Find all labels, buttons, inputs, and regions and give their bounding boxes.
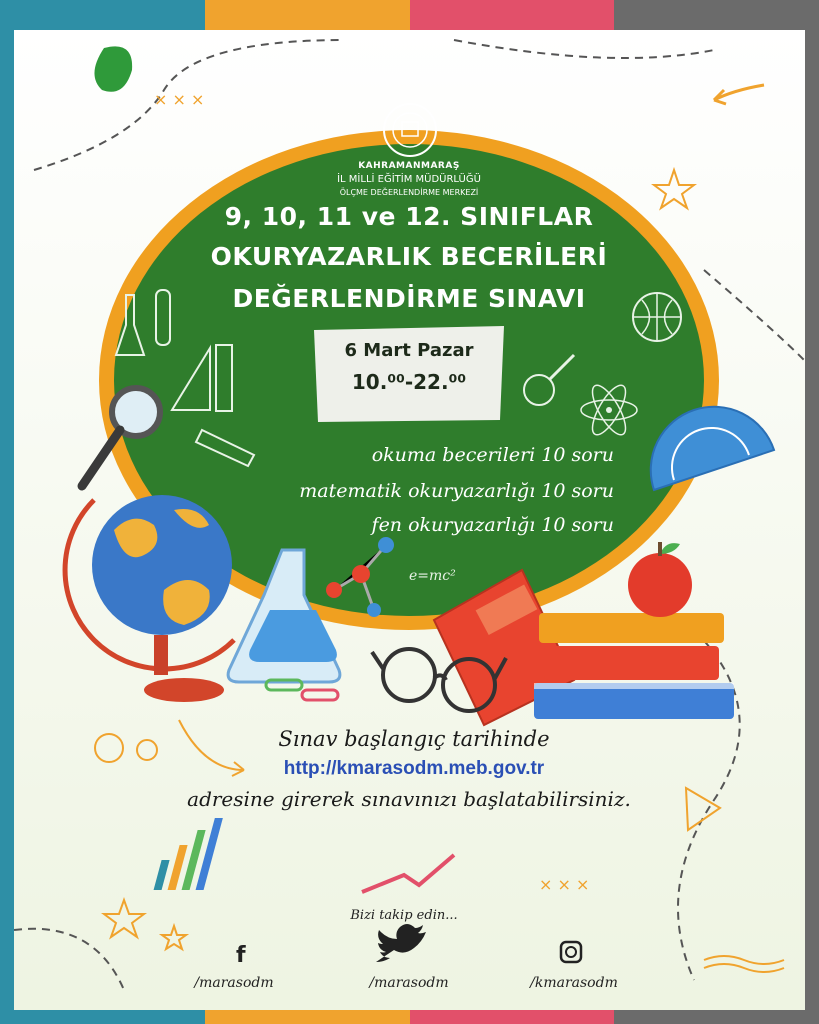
org-name-line1: KAHRAMANMARAŞ <box>358 161 460 171</box>
star-icon <box>654 170 694 208</box>
book-orange-icon <box>539 613 724 643</box>
atom-chalk-nucleus <box>606 407 612 413</box>
twitter-handle[interactable]: /marasodm <box>369 975 449 991</box>
exam-url-link[interactable]: http://kmarasodm.meb.gov.tr <box>283 758 545 779</box>
org-name-line2: İL MİLLİ EĞİTİM MÜDÜRLÜĞÜ <box>337 174 481 185</box>
center-logo-icon <box>154 860 170 890</box>
book-red-icon <box>544 646 719 680</box>
exam-time: 10.⁰⁰-22.⁰⁰ <box>351 370 467 394</box>
facebook-handle[interactable]: /marasodm <box>194 975 274 991</box>
star-icon <box>162 926 186 949</box>
title-line2: OKURYAZARLIK BECERİLERİ <box>210 242 608 271</box>
follow-us-text: Bizi takip edin... <box>350 908 458 923</box>
dashed-line <box>454 40 714 58</box>
left-frame <box>0 0 14 1024</box>
magnifying-glass-handle <box>82 430 120 486</box>
instagram-icon[interactable] <box>561 942 581 962</box>
globe-pole <box>154 635 168 675</box>
paper-clip-icon <box>302 690 338 700</box>
skill-science: fen okuryazarlığı 10 soru <box>371 514 614 536</box>
molecule-atom <box>367 603 381 617</box>
globe-base <box>144 678 224 702</box>
x-marks-decoration: × × × <box>539 875 590 894</box>
wave-decoration <box>704 964 784 972</box>
paper-clip-icon <box>266 680 302 690</box>
wave-decoration <box>704 956 784 964</box>
book-page-edge <box>534 683 734 689</box>
instruction-line1: Sınav başlangıç tarihinde <box>278 727 550 751</box>
green-blob-decoration <box>94 46 132 91</box>
dashed-line <box>704 270 804 360</box>
twitter-icon[interactable] <box>376 924 426 962</box>
molecule-atom <box>378 537 394 553</box>
instagram-handle[interactable]: /kmarasodm <box>530 975 618 991</box>
title-line1: 9, 10, 11 ve 12. SINIFLAR <box>224 202 594 231</box>
molecule-atom <box>352 565 370 583</box>
glasses-icon <box>383 649 435 701</box>
facebook-icon[interactable]: f <box>236 943 246 968</box>
poster <box>14 30 805 1010</box>
dashed-line <box>14 929 124 990</box>
apple-stem <box>658 542 662 556</box>
org-name-line3: ÖLÇME DEĞERLENDİRME MERKEZİ <box>339 188 479 197</box>
x-marks-decoration: × × × <box>154 90 205 109</box>
apple-leaf <box>660 543 680 554</box>
title-line3: DEĞERLENDİRME SINAVI <box>232 284 586 313</box>
bottom-color-bar <box>0 1010 819 1024</box>
formula-chalk: e=mc² <box>409 568 456 584</box>
skill-reading: okuma becerileri 10 soru <box>371 444 614 466</box>
molecule-atom <box>326 582 342 598</box>
exam-date: 6 Mart Pazar <box>344 340 474 361</box>
instruction-line2: adresine girerek sınavınızı başlatabilirsiniz. <box>187 787 631 811</box>
circle-decoration <box>95 734 123 762</box>
center-logo-bar <box>196 818 223 890</box>
instagram-icon-lens <box>566 947 576 957</box>
center-logo-arrow <box>362 855 454 892</box>
apple-icon <box>628 553 692 617</box>
right-frame <box>805 0 819 1024</box>
star-icon <box>104 900 144 937</box>
skill-math: matematik okuryazarlığı 10 soru <box>299 480 614 502</box>
top-color-bar <box>0 0 819 30</box>
circle-decoration <box>137 740 157 760</box>
